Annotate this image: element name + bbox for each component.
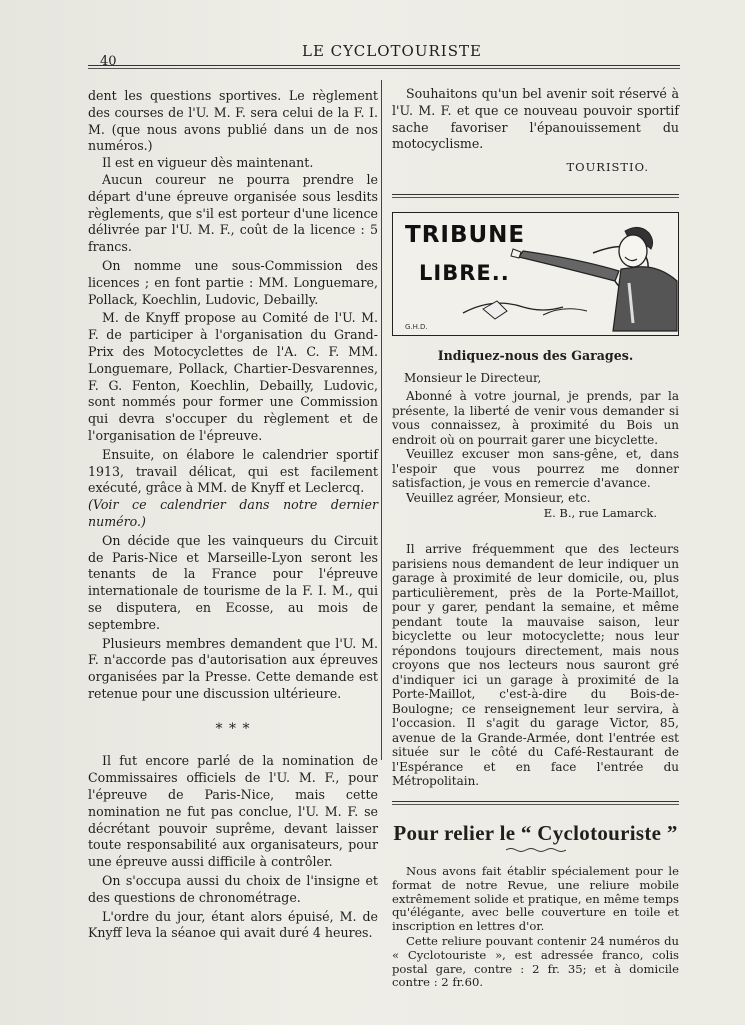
- svg-text:G.H.D.: G.H.D.: [405, 322, 428, 331]
- paragraph: Aucun coureur ne pourra prendre le départ d'une épreuve organisée sous lesdits règlements, que s'il est porteur d'une licence délivrée par l'U. M. F., coût de la licence : 5 francs.: [88, 171, 378, 255]
- paragraph: Ensuite, on élabore le calendrier sportif 1913, travail délicat, qui est facilement exécuté, grâce à MM. de Knyff et Leclercq.: [88, 446, 378, 496]
- relier-paragraph: Cette reliure pouvant contenir 24 numéros du « Cyclotouriste », est adressée franco, colis postal gare, contre : 2 fr. 35; et à domicile contre : 2 fr.60.: [392, 934, 679, 990]
- letter-paragraph: Abonné à votre journal, je prends, par la présente, la liberté de venir vous demander si vous connaissez, à proximité du Bois un endroit où on pourrait garer une bicyclette.: [392, 389, 679, 447]
- author-signature: TOURISTIO.: [566, 160, 649, 175]
- section-rule: [392, 801, 679, 805]
- paragraph: Souhaitons qu'un bel avenir soit réservé à l'U. M. F. et que ce nouveau pouvoir sportif sache favoriser l'épanouissement du motocyclisme.: [392, 86, 679, 152]
- letter-paragraph: Veuillez excuser mon sans-gêne, et, dans l'espoir que vous pourrez me donner satisfaction, je vous en remercie d'avance.: [392, 447, 679, 491]
- running-title: LE CYCLOTOURISTE: [302, 42, 482, 60]
- paragraph-note: (Voir ce calendrier dans notre dernier numéro.): [88, 497, 378, 529]
- paragraph: Il fut encore parlé de la nomination de Commissaires officiels de l'U. M. F., pour l'épreuve de Paris-Nice, mais cette nomination ne fut pas conclue, l'U. M. F. se décrétant pouvoir suprême, devant laisser toute responsabilité aux organisateurs, pour une épreuve aussi difficile à contrôler.: [88, 753, 378, 870]
- header-rule: [88, 65, 680, 66]
- reply-paragraph: Il arrive fréquemment que des lecteurs parisiens nous demandent de leur indiquer un garage à proximité de leur domicile, ou, plus particulièrement, près de la Porte-Maillot, pour y garer, pendant la semaine, et même pendant toute la mauvaise saison, leur bicyclette ou leur motocyclette; nous leur répondons toujours directement, mais nous croyons que nos lecteurs nous sauront gré d'indiquer ici un garage à proximité de la Porte-Maillot, c'est-à-dire du Bois-de-Boulogne; ce renseignement leur servira, à l'occasion. Il s'agit du garage Victor, 85, avenue de la Grande-Armée, dont l'entrée est située sur le côté du Café-Restaurant de l'Espérance et en face l'entrée du Métropolitain.: [392, 542, 679, 789]
- relier-paragraph: Nous avons fait établir spécialement pour le format de notre Revue, une reliure mobile extrêmement solide et pratique, en même temps qu'élégante, avec belle couverture en toile et inscription en lettres d'or.: [392, 864, 679, 933]
- section-rule: [392, 194, 679, 198]
- paragraph: On décide que les vainqueurs du Circuit de Paris-Nice et Marseille-Lyon seront les tenants de la France pour l'épreuve internationale de tourisme de la F. I. M., qui se disputera, en Ecosse, au mois de septembre.: [88, 532, 378, 632]
- relier-title: Pour relier le “ Cyclotouriste ”: [393, 820, 678, 845]
- header-rule-thin: [88, 68, 680, 69]
- section-separator-stars: * * *: [215, 720, 251, 737]
- paragraph: Il est en vigueur dès maintenant.: [102, 155, 314, 171]
- left-column: [88, 88, 378, 942]
- ornament-squiggle-icon: [506, 847, 566, 853]
- libre-word: LIBRE..: [419, 260, 510, 285]
- letter-paragraph: Veuillez agréer, Monsieur, etc.: [406, 490, 591, 505]
- paragraph: Plusieurs membres demandent que l'U. M. F. n'accorde pas d'autorisation aux épreuves organisées par la Presse. Cette demande est retenue pour une discussion ultérieure.: [88, 635, 378, 701]
- letter-address: E. B., rue Lamarck.: [543, 506, 657, 521]
- paragraph: On nomme une sous-Commission des licences ; en font partie : MM. Longuemare, Pollack, Koechlin, Ludovic, Debailly.: [88, 257, 378, 307]
- paragraph: On s'occupa aussi du choix de l'insigne et des questions de chronométrage.: [88, 873, 378, 905]
- paragraph: L'ordre du jour, étant alors épuisé, M. de Knyff leva la séanoe qui avait duré 4 heures.: [88, 908, 378, 941]
- paragraph: M. de Knyff propose au Comité de l'U. M. F. de participer à l'organisation du Grand-Prix des Motocyclettes de l'A. C. F. MM. Longuemare, Pollack, Chartier-Desvarennes, F. G. Fenton, Koechlin, Debailly, Ludovic, sont nommés pour former une Commission qui devra s'occuper du règlement et de l'organisation de l'épreuve.: [88, 310, 378, 443]
- paragraph: dent les questions sportives. Le règlement des courses de l'U. M. F. sera celui de la F. I. M. (que nous avons publié dans un de nos numéros.): [88, 88, 378, 154]
- letter-salutation: Monsieur le Directeur,: [404, 370, 542, 385]
- tribune-word: TRIBUNE: [405, 221, 526, 248]
- tribune-libre-illustration: [392, 212, 679, 336]
- column-divider: [381, 80, 382, 760]
- page-number: 40: [100, 54, 117, 69]
- right-column: [392, 86, 679, 990]
- letter-title: Indiquez-nous des Garages.: [437, 347, 634, 363]
